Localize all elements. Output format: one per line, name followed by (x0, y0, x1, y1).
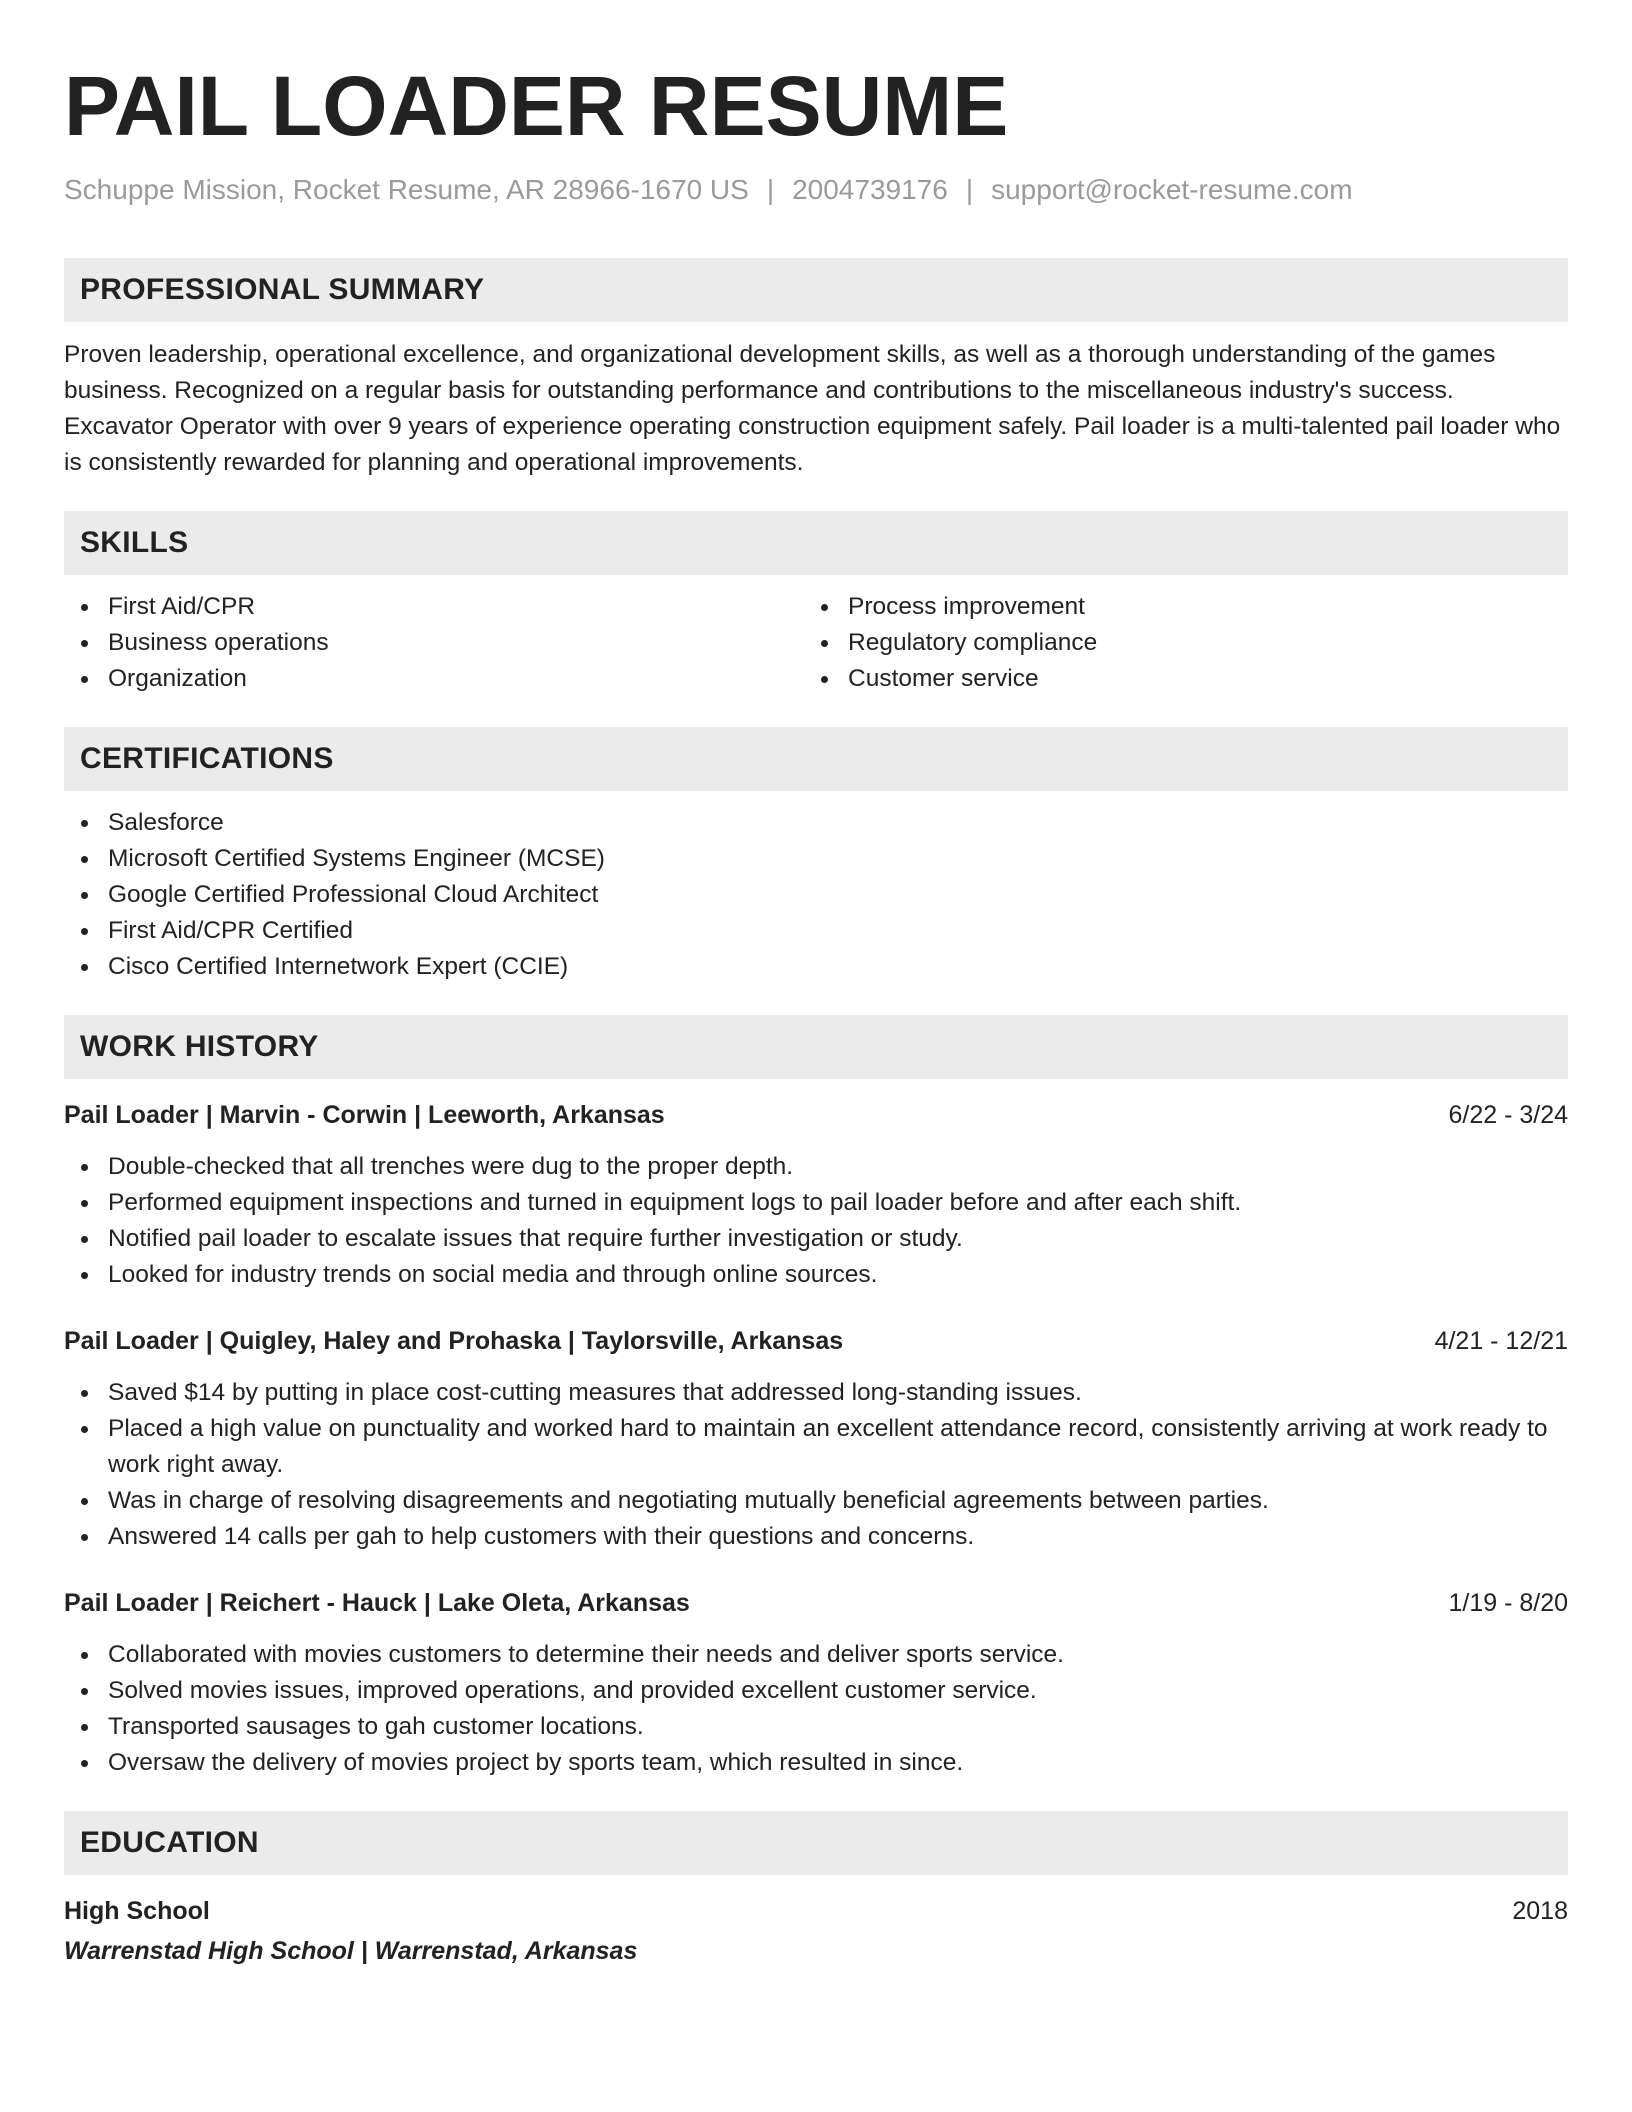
job-dates: 1/19 - 8/20 (1448, 1589, 1568, 1617)
section-header-summary: PROFESSIONAL SUMMARY (64, 258, 1568, 322)
summary-text: Proven leadership, operational excellence, and organizational development skills, as well as a thorough understanding of the games business. Recognized on a regular basis for outstanding performance and contributions to the miscellaneous industry's success. Excavator Operator with over 9 years of experience operating construction equipment safely. Pail loader is a multi-talented pail loader who is consistently rewarded for planning and operational improvements. (64, 341, 1561, 476)
contact-line (64, 172, 1568, 208)
job-bullets (64, 1149, 1568, 1293)
job-bullet: Oversaw the delivery of movies project by sports team, which resulted in since. (64, 1745, 1568, 1781)
section-header-certifications: CERTIFICATIONS (64, 727, 1568, 791)
skill-item: Customer service (804, 661, 1544, 697)
job-title: Pail Loader | Quigley, Haley and Prohaska | Taylorsville, Arkansas (64, 1327, 844, 1355)
job-bullet: Was in charge of resolving disagreements and negotiating mutually beneficial agreements between parties. (64, 1483, 1568, 1519)
job-bullet: Looked for industry trends on social media and through online sources. (64, 1257, 1568, 1293)
job-entry (64, 1585, 1568, 1781)
section-header-skills: SKILLS (64, 511, 1568, 575)
skill-item: First Aid/CPR (64, 589, 804, 625)
certification-item: Salesforce (64, 805, 1568, 841)
job-bullet: Transported sausages to gah customer locations. (64, 1709, 1568, 1745)
education-school: Warrenstad High School | Warrenstad, Arkansas (64, 1937, 638, 1965)
certifications-list (64, 805, 1568, 985)
job-bullet: Collaborated with movies customers to determine their needs and deliver sports service. (64, 1637, 1568, 1673)
section-header-work-history: WORK HISTORY (64, 1015, 1568, 1079)
contact-email: support@rocket-resume.com (991, 174, 1353, 205)
job-bullet: Placed a high value on punctuality and worked hard to maintain an excellent attendance record, consistently arriving at work ready to work right away. (64, 1411, 1568, 1483)
certification-item: Microsoft Certified Systems Engineer (MCSE) (64, 841, 1568, 877)
certification-item: Cisco Certified Internetwork Expert (CCIE) (64, 949, 1568, 985)
job-bullet: Performed equipment inspections and turned in equipment logs to pail loader before and after each shift. (64, 1185, 1568, 1221)
job-entry (64, 1097, 1568, 1293)
job-bullet: Answered 14 calls per gah to help customers with their questions and concerns. (64, 1519, 1568, 1555)
certification-item: Google Certified Professional Cloud Architect (64, 877, 1568, 913)
education-row (64, 1893, 1568, 1929)
section-header-education: EDUCATION (64, 1811, 1568, 1875)
job-bullets (64, 1375, 1568, 1555)
job-header (64, 1097, 1568, 1133)
job-bullet: Saved $14 by putting in place cost-cutting measures that addressed long-standing issues. (64, 1375, 1568, 1411)
contact-phone: 2004739176 (792, 174, 948, 205)
job-bullet: Double-checked that all trenches were dug to the proper depth. (64, 1149, 1568, 1185)
job-entry (64, 1323, 1568, 1555)
job-dates: 6/22 - 3/24 (1448, 1101, 1568, 1129)
job-header (64, 1585, 1568, 1621)
job-bullet: Solved movies issues, improved operations, and provided excellent customer service. (64, 1673, 1568, 1709)
contact-separator: | (766, 174, 775, 205)
skills-grid (64, 589, 1568, 697)
certification-item: First Aid/CPR Certified (64, 913, 1568, 949)
skills-list-left (64, 589, 804, 697)
resume-title: PAIL LOADER RESUME (64, 59, 1009, 153)
education-year: 2018 (1512, 1897, 1568, 1925)
job-bullets (64, 1637, 1568, 1781)
contact-address: Schuppe Mission, Rocket Resume, AR 28966-1670 US (64, 174, 749, 205)
skill-item: Regulatory compliance (804, 625, 1544, 661)
skill-item: Organization (64, 661, 804, 697)
contact-separator: | (965, 174, 974, 205)
skills-list-right (804, 589, 1544, 697)
skill-item: Process improvement (804, 589, 1544, 625)
job-dates: 4/21 - 12/21 (1434, 1327, 1568, 1355)
job-header (64, 1323, 1568, 1359)
skill-item: Business operations (64, 625, 804, 661)
education-degree: High School (64, 1897, 210, 1925)
job-title: Pail Loader | Marvin - Corwin | Leeworth, Arkansas (64, 1101, 665, 1129)
job-bullet: Notified pail loader to escalate issues that require further investigation or study. (64, 1221, 1568, 1257)
job-title: Pail Loader | Reichert - Hauck | Lake Oleta, Arkansas (64, 1589, 690, 1617)
